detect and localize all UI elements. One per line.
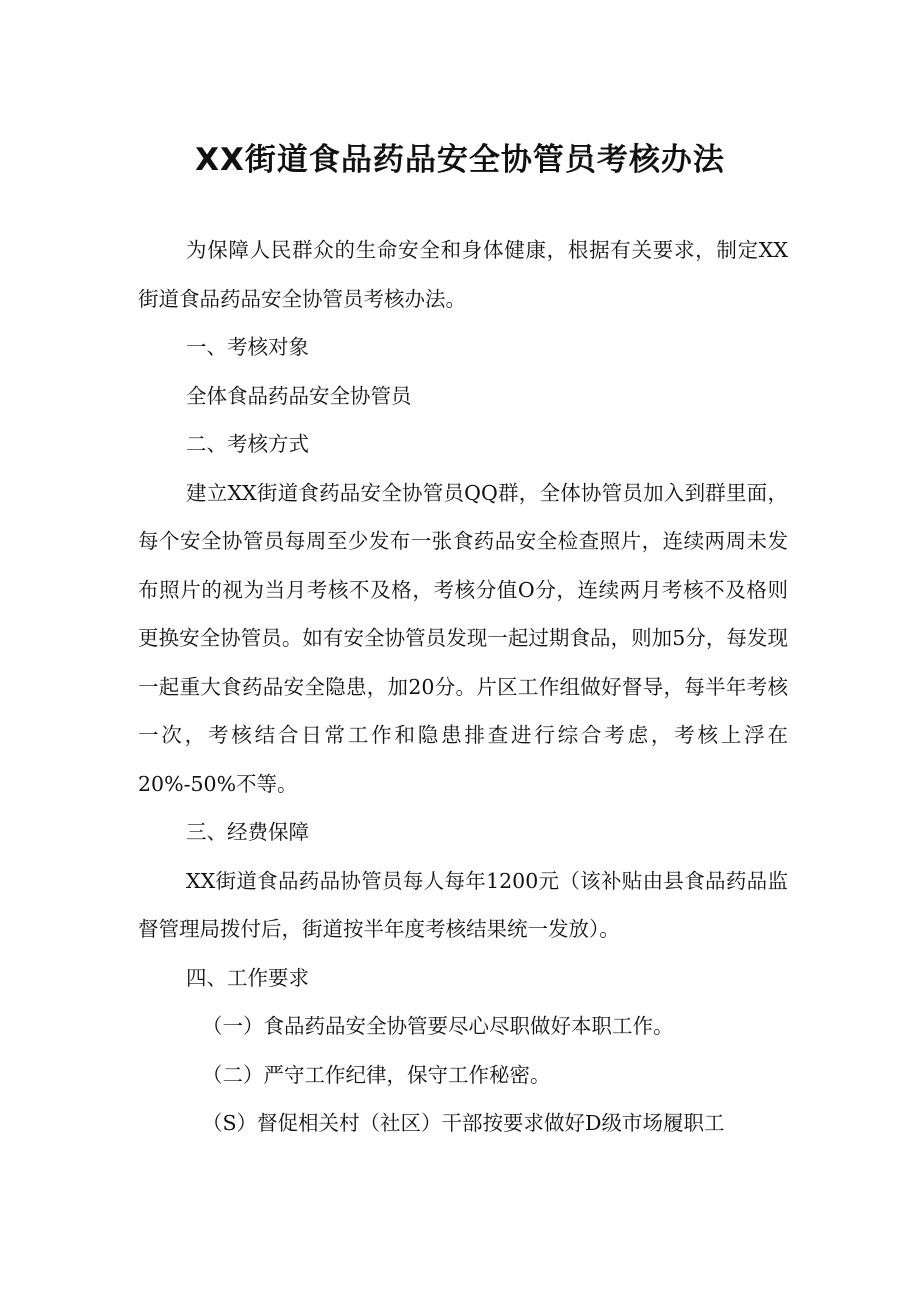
section-heading-3: 三、经费保障 (186, 820, 309, 844)
document-title: XX街道食品药品安全协管员考核办法 (195, 142, 725, 178)
requirement-item-3: （S）督促相关村（社区）干部按要求做好D级市场履职工 (202, 1111, 725, 1135)
requirement-item-1: （一）食品药品安全协管要尽心尽职做好本职工作。 (202, 1014, 674, 1038)
section-heading-4: 四、工作要求 (186, 965, 309, 990)
document-body (138, 226, 788, 1148)
section-heading-1: 一、考核对象 (186, 335, 309, 359)
section-3-content: XX街道食品药品协管员每人每年1200元（该补贴由县食品药品监督管理局拨付后，街道按半年度考核结果统一发放）。 (138, 868, 788, 941)
intro-paragraph: 为保障人民群众的生命安全和身体健康，根据有关要求，制定XX街道食品药品安全协管员考核办法。 (138, 238, 788, 311)
section-1-content: 全体食品药品安全协管员 (186, 383, 412, 408)
section-2-content: 建立XX街道食药品安全协管员QQ群，全体协管员加入到群里面，每个安全协管员每周至少发布一张食药品安全检查照片，连续两周未发布照片的视为当月考核不及格，考核分值O分，连续两月考核不及格则更换安全协管员。如有安全协管员发现一起过期食品，则加5分，每发现一起重大食药品安全隐患，加20分。片区工作组做好督导，每半年考核一次，考核结合日常工作和隐患排查进行综合考虑，考核上浮在20%-50%不等。 (138, 480, 788, 796)
section-heading-2: 二、考核方式 (186, 432, 309, 456)
requirement-item-2: （二）严守工作纪律，保守工作秘密。 (202, 1062, 551, 1087)
